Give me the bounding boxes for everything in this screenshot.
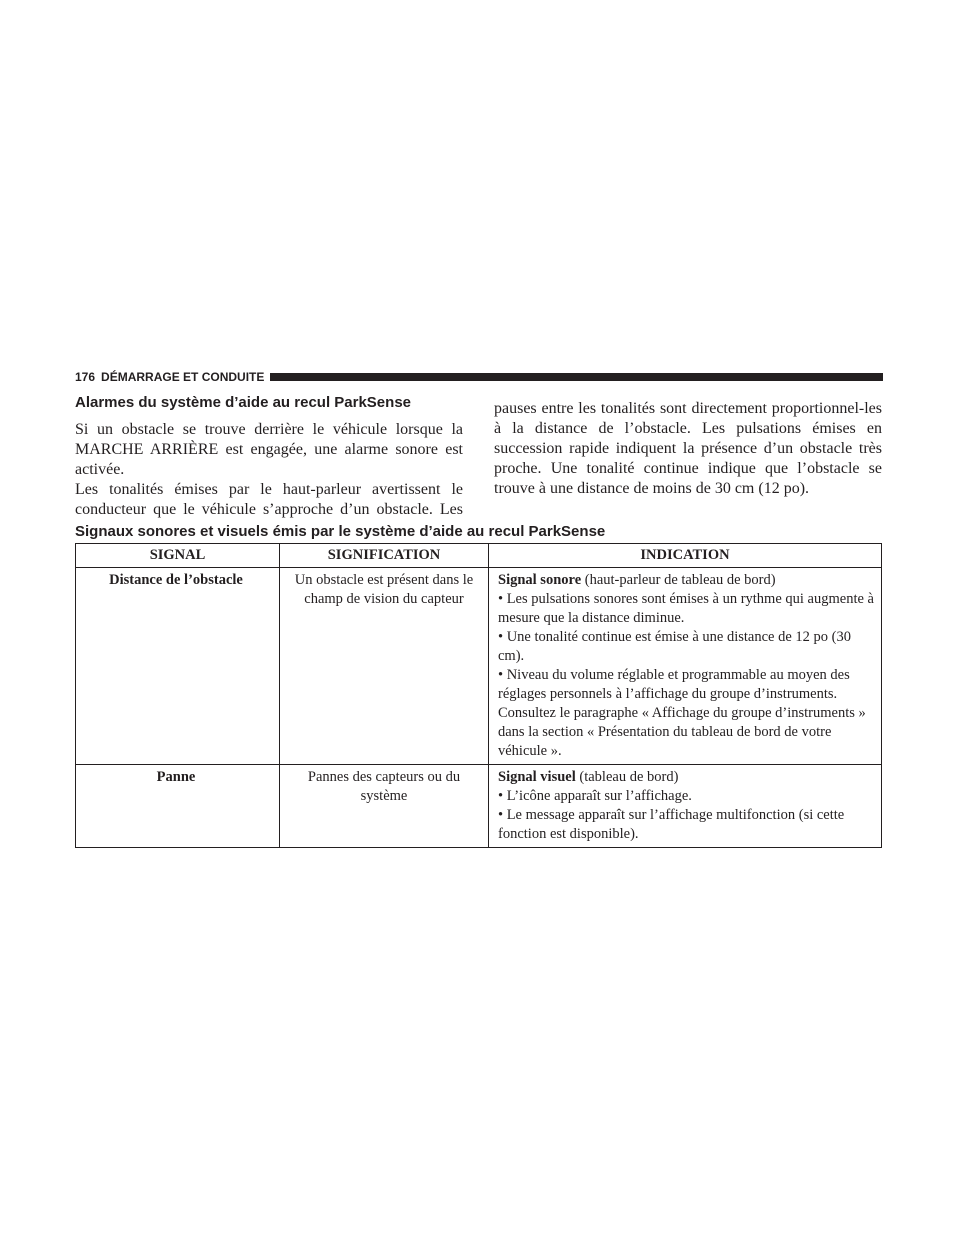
- section-heading-alarms: Alarmes du système d’aide au recul ParkSense: [75, 394, 411, 411]
- table-header-row: [76, 544, 882, 568]
- indication-title: Signal visuel: [498, 769, 576, 785]
- cell-meaning: Pannes des capteurs ou du système: [280, 765, 489, 848]
- indication-bullet: [498, 787, 876, 806]
- cell-signal: Distance de l’obstacle: [76, 568, 280, 765]
- bullet-mark: •: [498, 788, 504, 804]
- indication-title-line: [498, 768, 876, 787]
- indication-bullet: [498, 806, 876, 844]
- paragraph-tones-continued: pauses entre les tonalités sont directement proportionnel-les à la distance de l’obstacle. Les pulsations émises en succession rapide indiquent la présence d’un obstacle très proche. Une tonalité continue indique que l’obstacle se trouve à une distance de moins de 30 cm (12 po).: [494, 400, 882, 497]
- paragraph-tones: Les tonalités émises par le haut-parleur avertissent le conducteur que le véhicule s’approche d’un obstacle. Les: [75, 481, 463, 518]
- col-header-meaning: SIGNIFICATION: [280, 544, 489, 568]
- indication-title-detail: (tableau de bord): [575, 769, 679, 785]
- page-number: 176: [75, 370, 96, 384]
- indication-title: Signal sonore: [498, 572, 582, 588]
- indication-bullet: [498, 590, 876, 628]
- section-title: DÉMARRAGE ET CONDUITE: [101, 370, 265, 384]
- cell-indication: [489, 568, 882, 765]
- col-header-signal: SIGNAL: [76, 544, 280, 568]
- table-row: [76, 765, 882, 848]
- indication-bullet: [498, 666, 876, 761]
- bullet-mark: •: [498, 591, 504, 607]
- bullet-mark: •: [498, 629, 504, 645]
- bullet-text: Niveau du volume réglable et programmable au moyen des réglages personnels à l’affichage du groupe d’instruments. Consultez le paragraphe « Affichage du groupe d’instruments » dans la section « Présentation du tableau de bord de votre véhicule ».: [498, 667, 866, 759]
- table-row: [76, 568, 882, 765]
- bullet-mark: •: [498, 667, 504, 683]
- paragraph-obstacle-alarm: Si un obstacle se trouve derrière le véhicule lorsque la MARCHE ARRIÈRE est engagée, une alarme sonore est activée.: [75, 421, 463, 478]
- cell-signal: Panne: [76, 765, 280, 848]
- indication-bullet: [498, 628, 876, 666]
- cell-meaning: Un obstacle est présent dans le champ de vision du capteur: [280, 568, 489, 765]
- header-rule: [270, 373, 883, 381]
- bullet-text: Les pulsations sonores sont émises à un rythme qui augmente à mesure que la distance diminue.: [498, 591, 874, 626]
- indication-title-detail: (haut-parleur de tableau de bord): [581, 572, 776, 588]
- indication-title-line: [498, 571, 876, 590]
- bullet-text: Une tonalité continue est émise à une distance de 12 po (30 cm).: [498, 629, 851, 664]
- table-heading: Signaux sonores et visuels émis par le système d’aide au recul ParkSense: [75, 523, 606, 540]
- bullet-text: Le message apparaît sur l’affichage multifonction (si cette fonction est disponible).: [498, 807, 845, 842]
- bullet-text: L’icône apparaît sur l’affichage.: [506, 788, 692, 804]
- col-header-indication: INDICATION: [489, 544, 882, 568]
- cell-indication: [489, 765, 882, 848]
- signal-table: [75, 543, 882, 848]
- bullet-mark: •: [498, 807, 504, 823]
- page-header: [75, 370, 883, 384]
